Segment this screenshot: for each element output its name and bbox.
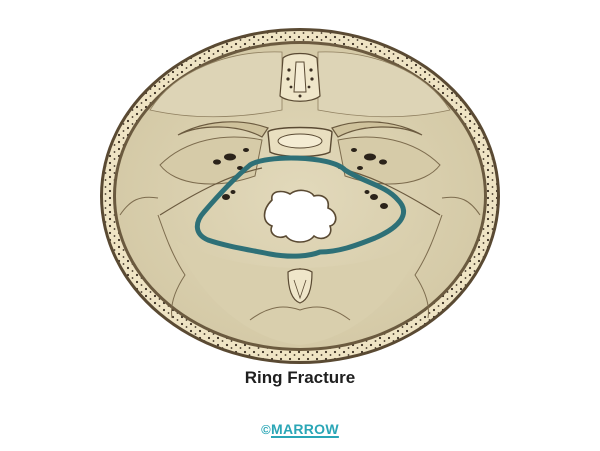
- sella-turcica: [268, 128, 332, 157]
- copyright-symbol: ©: [261, 422, 271, 437]
- cranial-base: [116, 44, 484, 348]
- figure-caption: Ring Fracture: [244, 368, 356, 387]
- brand-name: MARROW: [270, 421, 339, 437]
- cribriform-plate: [280, 54, 320, 102]
- foramen-magnum: [265, 190, 336, 242]
- brand-logo: [0, 421, 600, 437]
